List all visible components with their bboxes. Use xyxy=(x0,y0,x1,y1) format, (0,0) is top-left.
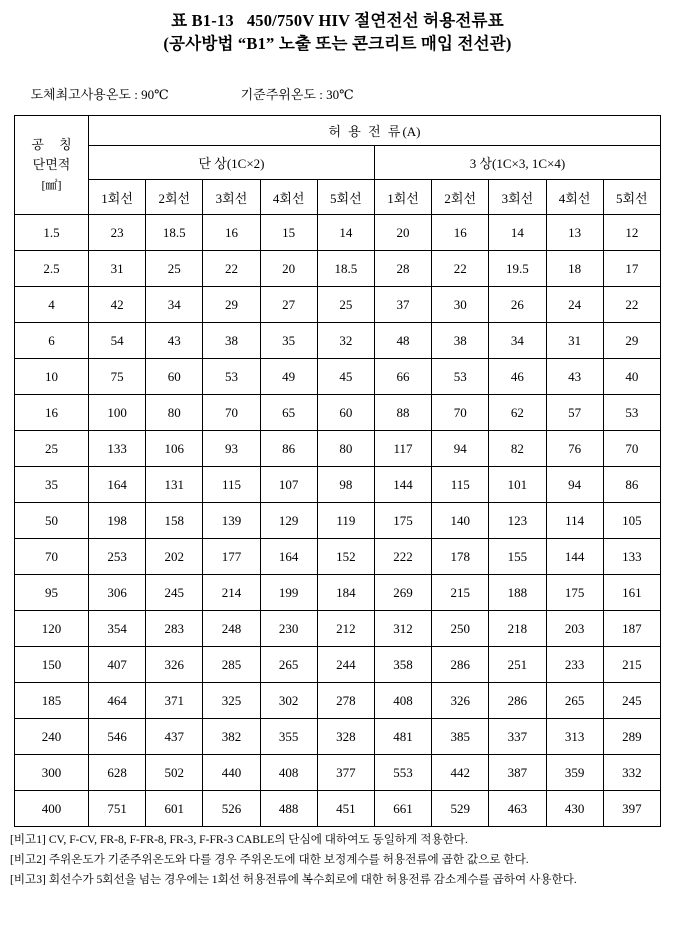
cell-current-value: 45 xyxy=(317,359,374,395)
ambient-temperature: 기준주위온도 : 30℃ xyxy=(240,87,354,102)
cell-current-value: 46 xyxy=(489,359,546,395)
cell-current-value: 60 xyxy=(146,359,203,395)
cell-current-value: 546 xyxy=(89,719,146,755)
cell-current-value: 408 xyxy=(374,683,431,719)
cell-current-value: 14 xyxy=(489,215,546,251)
cell-current-value: 144 xyxy=(546,539,603,575)
column-header-single-1circuit: 1회선 xyxy=(89,180,146,215)
table-row xyxy=(15,215,661,251)
footnote-1: [비고1] CV, F-CV, FR-8, F-FR-8, FR-3, F-FR-3 CABLE의 단심에 대하여도 동일하게 적용한다. xyxy=(10,833,468,846)
column-header-single-3circuit: 3회선 xyxy=(203,180,260,215)
cell-current-value: 16 xyxy=(203,215,260,251)
cell-current-value: 233 xyxy=(546,647,603,683)
cell-current-value: 131 xyxy=(146,467,203,503)
table-row xyxy=(15,755,661,791)
cell-nominal-area: 2.5 xyxy=(15,251,89,287)
cell-current-value: 70 xyxy=(432,395,489,431)
cell-current-value: 133 xyxy=(89,431,146,467)
cell-current-value: 82 xyxy=(489,431,546,467)
cell-current-value: 18.5 xyxy=(146,215,203,251)
cell-current-value: 144 xyxy=(374,467,431,503)
cell-current-value: 53 xyxy=(203,359,260,395)
cell-current-value: 302 xyxy=(260,683,317,719)
cell-current-value: 222 xyxy=(374,539,431,575)
cell-current-value: 312 xyxy=(374,611,431,647)
cell-current-value: 265 xyxy=(260,647,317,683)
cell-nominal-area: 6 xyxy=(15,323,89,359)
cell-current-value: 119 xyxy=(317,503,374,539)
cell-current-value: 40 xyxy=(603,359,660,395)
cell-current-value: 27 xyxy=(260,287,317,323)
cell-nominal-area: 120 xyxy=(15,611,89,647)
cell-current-value: 230 xyxy=(260,611,317,647)
cell-current-value: 43 xyxy=(546,359,603,395)
cell-current-value: 123 xyxy=(489,503,546,539)
table-body xyxy=(15,215,661,827)
column-header-single-5circuit: 5회선 xyxy=(317,180,374,215)
table-row xyxy=(15,287,661,323)
cell-current-value: 628 xyxy=(89,755,146,791)
column-header-allowable-current xyxy=(89,116,661,146)
cell-nominal-area: 400 xyxy=(15,791,89,827)
cell-nominal-area: 16 xyxy=(15,395,89,431)
cell-current-value: 337 xyxy=(489,719,546,755)
cell-current-value: 214 xyxy=(203,575,260,611)
cell-nominal-area: 240 xyxy=(15,719,89,755)
cell-current-value: 661 xyxy=(374,791,431,827)
cell-current-value: 178 xyxy=(432,539,489,575)
cell-current-value: 62 xyxy=(489,395,546,431)
cell-current-value: 488 xyxy=(260,791,317,827)
cell-current-value: 464 xyxy=(89,683,146,719)
cell-current-value: 94 xyxy=(546,467,603,503)
cell-current-value: 18.5 xyxy=(317,251,374,287)
cell-current-value: 253 xyxy=(89,539,146,575)
cell-current-value: 248 xyxy=(203,611,260,647)
cell-current-value: 38 xyxy=(432,323,489,359)
cell-current-value: 502 xyxy=(146,755,203,791)
cell-current-value: 377 xyxy=(317,755,374,791)
cell-current-value: 407 xyxy=(89,647,146,683)
cell-current-value: 114 xyxy=(546,503,603,539)
cell-current-value: 250 xyxy=(432,611,489,647)
cell-current-value: 54 xyxy=(89,323,146,359)
cell-current-value: 155 xyxy=(489,539,546,575)
cell-current-value: 139 xyxy=(203,503,260,539)
cell-current-value: 93 xyxy=(203,431,260,467)
cell-nominal-area: 1.5 xyxy=(15,215,89,251)
nominal-area-unit: [㎟] xyxy=(41,178,62,192)
cell-current-value: 265 xyxy=(546,683,603,719)
cell-current-value: 382 xyxy=(203,719,260,755)
cell-current-value: 601 xyxy=(146,791,203,827)
cell-current-value: 326 xyxy=(432,683,489,719)
cell-current-value: 199 xyxy=(260,575,317,611)
column-header-three-2circuit: 2회선 xyxy=(432,180,489,215)
cell-nominal-area: 50 xyxy=(15,503,89,539)
column-header-three-1circuit: 1회선 xyxy=(374,180,431,215)
cell-current-value: 198 xyxy=(89,503,146,539)
nominal-area-line-1: 공 칭 xyxy=(31,137,78,152)
cell-current-value: 152 xyxy=(317,539,374,575)
column-header-nominal-area xyxy=(15,116,89,215)
cell-current-value: 66 xyxy=(374,359,431,395)
header-row-groups xyxy=(15,146,661,180)
cell-current-value: 451 xyxy=(317,791,374,827)
cell-current-value: 16 xyxy=(432,215,489,251)
cell-current-value: 325 xyxy=(203,683,260,719)
cell-current-value: 31 xyxy=(546,323,603,359)
cell-current-value: 29 xyxy=(203,287,260,323)
cell-current-value: 86 xyxy=(603,467,660,503)
cell-current-value: 306 xyxy=(89,575,146,611)
cell-current-value: 14 xyxy=(317,215,374,251)
table-row xyxy=(15,647,661,683)
cell-current-value: 215 xyxy=(432,575,489,611)
cell-current-value: 203 xyxy=(546,611,603,647)
cell-current-value: 30 xyxy=(432,287,489,323)
cell-current-value: 328 xyxy=(317,719,374,755)
cell-current-value: 188 xyxy=(489,575,546,611)
cell-current-value: 25 xyxy=(317,287,374,323)
cell-current-value: 437 xyxy=(146,719,203,755)
table-row xyxy=(15,323,661,359)
cell-current-value: 161 xyxy=(603,575,660,611)
table-row xyxy=(15,539,661,575)
header-row-circuits xyxy=(15,180,661,215)
cell-current-value: 251 xyxy=(489,647,546,683)
cell-current-value: 245 xyxy=(603,683,660,719)
table-row xyxy=(15,431,661,467)
table-head xyxy=(15,116,661,215)
column-header-single-4circuit: 4회선 xyxy=(260,180,317,215)
footnotes xyxy=(0,827,675,890)
cell-current-value: 354 xyxy=(89,611,146,647)
cell-current-value: 177 xyxy=(203,539,260,575)
cell-current-value: 332 xyxy=(603,755,660,791)
cell-current-value: 53 xyxy=(432,359,489,395)
cell-current-value: 17 xyxy=(603,251,660,287)
cell-current-value: 371 xyxy=(146,683,203,719)
cell-current-value: 358 xyxy=(374,647,431,683)
cell-current-value: 387 xyxy=(489,755,546,791)
cell-current-value: 22 xyxy=(603,287,660,323)
table-row xyxy=(15,611,661,647)
cell-current-value: 37 xyxy=(374,287,431,323)
cell-current-value: 43 xyxy=(146,323,203,359)
column-header-three-5circuit: 5회선 xyxy=(603,180,660,215)
cell-current-value: 26 xyxy=(489,287,546,323)
cell-current-value: 19.5 xyxy=(489,251,546,287)
column-header-three-3circuit: 3회선 xyxy=(489,180,546,215)
cell-current-value: 385 xyxy=(432,719,489,755)
cell-current-value: 48 xyxy=(374,323,431,359)
cell-current-value: 278 xyxy=(317,683,374,719)
cell-current-value: 553 xyxy=(374,755,431,791)
cell-current-value: 202 xyxy=(146,539,203,575)
cell-nominal-area: 150 xyxy=(15,647,89,683)
table-row xyxy=(15,503,661,539)
cell-current-value: 32 xyxy=(317,323,374,359)
cell-nominal-area: 10 xyxy=(15,359,89,395)
column-header-single-2circuit: 2회선 xyxy=(146,180,203,215)
cell-current-value: 442 xyxy=(432,755,489,791)
cell-current-value: 526 xyxy=(203,791,260,827)
document-title-block xyxy=(0,0,675,55)
cell-nominal-area: 35 xyxy=(15,467,89,503)
table-row xyxy=(15,359,661,395)
column-header-single-phase: 단 상(1C×2) xyxy=(89,146,375,180)
cell-current-value: 286 xyxy=(432,647,489,683)
cell-current-value: 29 xyxy=(603,323,660,359)
cell-current-value: 326 xyxy=(146,647,203,683)
cell-current-value: 101 xyxy=(489,467,546,503)
cell-current-value: 13 xyxy=(546,215,603,251)
table-row xyxy=(15,251,661,287)
ampacity-table-wrapper xyxy=(0,115,675,827)
table-row xyxy=(15,719,661,755)
cell-current-value: 20 xyxy=(260,251,317,287)
cell-current-value: 158 xyxy=(146,503,203,539)
nominal-area-line-2: 단면적 xyxy=(32,157,71,172)
table-row xyxy=(15,467,661,503)
cell-current-value: 245 xyxy=(146,575,203,611)
cell-current-value: 133 xyxy=(603,539,660,575)
cell-current-value: 23 xyxy=(89,215,146,251)
cell-nominal-area: 70 xyxy=(15,539,89,575)
cell-current-value: 106 xyxy=(146,431,203,467)
footnote-2: [비고2] 주위온도가 기준주위온도와 다를 경우 주위온도에 대한 보정계수를 허용전류에 곱한 값으로 한다. xyxy=(10,853,529,866)
cell-current-value: 285 xyxy=(203,647,260,683)
cell-current-value: 175 xyxy=(546,575,603,611)
table-row xyxy=(15,395,661,431)
cell-nominal-area: 4 xyxy=(15,287,89,323)
cell-current-value: 481 xyxy=(374,719,431,755)
cell-current-value: 244 xyxy=(317,647,374,683)
cell-current-value: 70 xyxy=(203,395,260,431)
cell-current-value: 269 xyxy=(374,575,431,611)
cell-current-value: 20 xyxy=(374,215,431,251)
cell-current-value: 218 xyxy=(489,611,546,647)
cell-current-value: 98 xyxy=(317,467,374,503)
max-conductor-temperature: 도체최고사용온도 : 90℃ xyxy=(30,87,169,102)
cell-current-value: 86 xyxy=(260,431,317,467)
cell-current-value: 115 xyxy=(432,467,489,503)
column-header-three-4circuit: 4회선 xyxy=(546,180,603,215)
cell-current-value: 397 xyxy=(603,791,660,827)
condition-line xyxy=(0,68,675,104)
cell-current-value: 12 xyxy=(603,215,660,251)
table-row xyxy=(15,791,661,827)
cell-current-value: 140 xyxy=(432,503,489,539)
cell-current-value: 22 xyxy=(203,251,260,287)
cell-current-value: 34 xyxy=(146,287,203,323)
cell-current-value: 117 xyxy=(374,431,431,467)
cell-current-value: 22 xyxy=(432,251,489,287)
ampacity-table xyxy=(14,115,661,827)
cell-current-value: 529 xyxy=(432,791,489,827)
table-row xyxy=(15,575,661,611)
cell-current-value: 215 xyxy=(603,647,660,683)
cell-current-value: 65 xyxy=(260,395,317,431)
cell-current-value: 75 xyxy=(89,359,146,395)
cell-current-value: 38 xyxy=(203,323,260,359)
cell-current-value: 129 xyxy=(260,503,317,539)
cell-current-value: 53 xyxy=(603,395,660,431)
header-row-grand xyxy=(15,116,661,146)
cell-current-value: 49 xyxy=(260,359,317,395)
cell-current-value: 212 xyxy=(317,611,374,647)
allowable-current-korean: 허 용 전 류 xyxy=(328,124,403,139)
cell-current-value: 751 xyxy=(89,791,146,827)
cell-current-value: 88 xyxy=(374,395,431,431)
cell-current-value: 164 xyxy=(260,539,317,575)
cell-current-value: 70 xyxy=(603,431,660,467)
cell-current-value: 80 xyxy=(317,431,374,467)
cell-current-value: 107 xyxy=(260,467,317,503)
cell-current-value: 463 xyxy=(489,791,546,827)
cell-current-value: 100 xyxy=(89,395,146,431)
cell-current-value: 31 xyxy=(89,251,146,287)
cell-current-value: 187 xyxy=(603,611,660,647)
cell-current-value: 105 xyxy=(603,503,660,539)
cell-current-value: 60 xyxy=(317,395,374,431)
column-header-three-phase: 3 상(1C×3, 1C×4) xyxy=(374,146,660,180)
cell-current-value: 440 xyxy=(203,755,260,791)
page-title-line-2: (공사방법 “B1” 노출 또는 콘크리트 매입 전선관) xyxy=(163,34,512,53)
cell-nominal-area: 25 xyxy=(15,431,89,467)
cell-nominal-area: 95 xyxy=(15,575,89,611)
cell-current-value: 289 xyxy=(603,719,660,755)
cell-current-value: 80 xyxy=(146,395,203,431)
cell-current-value: 355 xyxy=(260,719,317,755)
cell-current-value: 283 xyxy=(146,611,203,647)
cell-current-value: 34 xyxy=(489,323,546,359)
cell-current-value: 164 xyxy=(89,467,146,503)
cell-current-value: 359 xyxy=(546,755,603,791)
table-row xyxy=(15,683,661,719)
cell-current-value: 15 xyxy=(260,215,317,251)
cell-current-value: 175 xyxy=(374,503,431,539)
cell-current-value: 76 xyxy=(546,431,603,467)
cell-current-value: 42 xyxy=(89,287,146,323)
cell-nominal-area: 300 xyxy=(15,755,89,791)
cell-current-value: 94 xyxy=(432,431,489,467)
cell-current-value: 24 xyxy=(546,287,603,323)
page-title-line-1: 표 B1-13 450/750V HIV 절연전선 허용전류표 xyxy=(171,11,504,30)
cell-current-value: 57 xyxy=(546,395,603,431)
cell-current-value: 25 xyxy=(146,251,203,287)
cell-current-value: 408 xyxy=(260,755,317,791)
cell-current-value: 28 xyxy=(374,251,431,287)
cell-current-value: 430 xyxy=(546,791,603,827)
footnote-3: [비고3] 회선수가 5회선을 넘는 경우에는 1회선 허용전류에 복수회로에 대한 허용전류 감소계수를 곱하여 사용한다. xyxy=(10,873,577,886)
cell-current-value: 184 xyxy=(317,575,374,611)
cell-current-value: 18 xyxy=(546,251,603,287)
cell-current-value: 115 xyxy=(203,467,260,503)
cell-current-value: 313 xyxy=(546,719,603,755)
cell-current-value: 35 xyxy=(260,323,317,359)
cell-nominal-area: 185 xyxy=(15,683,89,719)
cell-current-value: 286 xyxy=(489,683,546,719)
allowable-current-unit: (A) xyxy=(402,124,421,139)
